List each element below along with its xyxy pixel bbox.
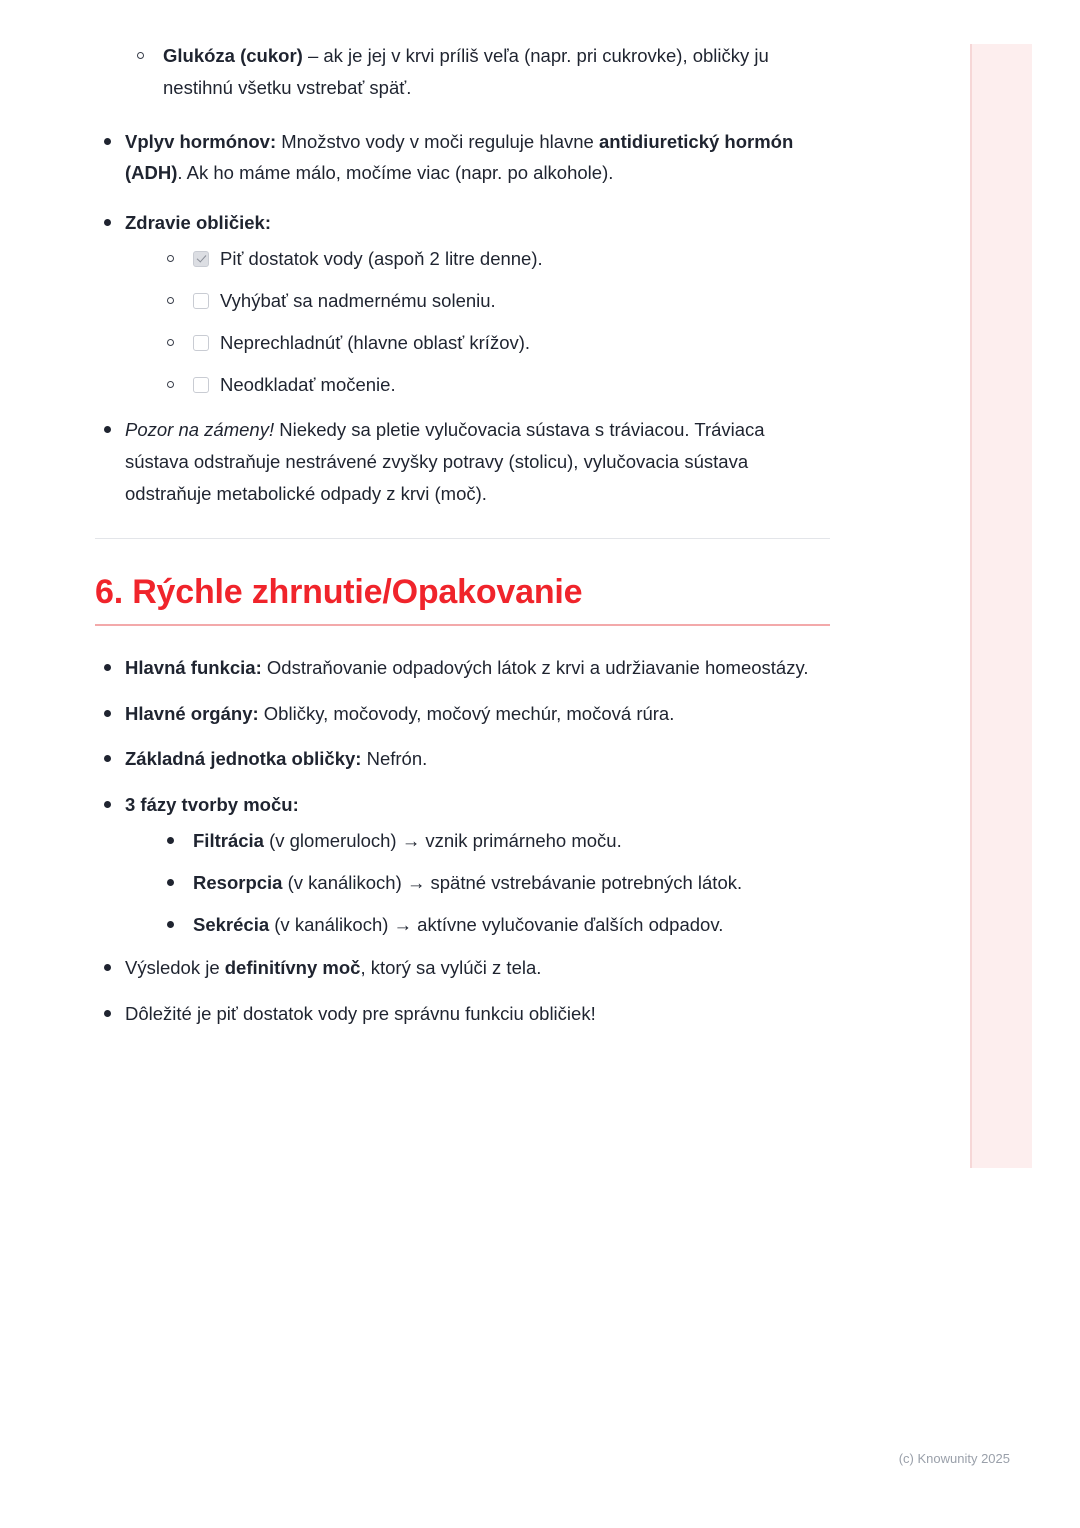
list-item-glukoza [133, 40, 830, 104]
text-pozor-italic: Pozor na zámeny! [125, 419, 275, 441]
list-item-faz-header [95, 789, 830, 940]
text-pozor: Niekedy sa pletie vylučovacia sústava s tráviacou. Tráviaca sústava odstraňuje nestrávené zvyšky potravy (stolicu), vylučovacia sústava odstraňuje metabolické odpady z krvi (moč). [125, 419, 765, 504]
section-title-rule [95, 624, 830, 626]
term-faz-header: 3 fázy tvorby moču: [125, 794, 299, 816]
checklist-item [163, 243, 830, 275]
solid-bullet-icon [167, 837, 174, 844]
hollow-bullet-icon [167, 339, 174, 346]
list-item-vysledok [95, 952, 830, 984]
document-content [95, 40, 830, 1034]
solid-bullet-icon [104, 664, 111, 671]
top-list [95, 40, 830, 510]
text-dolezite: Dôležité je piť dostatok vody pre správnu funkciu obličiek! [125, 1003, 596, 1025]
checklist-label: Vyhýbať sa nadmernému soleniu. [220, 289, 496, 311]
text-hlavne-organy: Obličky, močovody, močový mechúr, močová rúra. [258, 702, 675, 724]
checklist-item [163, 327, 830, 359]
term-zdravie: Zdravie obličiek: [125, 212, 271, 234]
faz-item [163, 825, 830, 857]
checklist-item [163, 285, 830, 317]
text-vysledok-1: Výsledok je [125, 957, 225, 979]
text-filtracia: (v glomeruloch) → vznik primárneho moču. [263, 830, 622, 851]
text-glukoza: – ak je jej v krvi príliš veľa (napr. pri cukrovke), obličky ju nestihnú všetku vstrebať späť. [163, 45, 769, 98]
section-title: 6. Rýchle zhrnutie/Opakovanie [95, 572, 583, 611]
checklist-label: Piť dostatok vody (aspoň 2 litre denne). [220, 248, 543, 270]
faz-list [125, 825, 830, 940]
section-divider [95, 538, 830, 539]
solid-bullet-icon [104, 138, 111, 145]
text-hormony-1: Množstvo vody v moči reguluje hlavne [276, 130, 599, 152]
solid-bullet-icon [104, 801, 111, 808]
solid-bullet-icon [167, 879, 174, 886]
solid-bullet-icon [104, 1010, 111, 1017]
list-item-dolezite [95, 998, 830, 1030]
text-hormony-3: . Ak ho máme málo, močíme viac (napr. po alkohole). [177, 162, 614, 184]
faz-item [163, 909, 830, 941]
text-vysledok-bold: definitívny moč [224, 957, 361, 979]
list-item-hlavna-funkcia [95, 652, 830, 684]
solid-bullet-icon [104, 964, 111, 971]
footer-copyright: (c) Knowunity 2025 [898, 1451, 1010, 1466]
term-hlavna-funkcia: Hlavná funkcia: [125, 656, 262, 678]
term-glukoza: Glukóza (cukor) [163, 45, 303, 66]
list-item-hormony [95, 126, 830, 190]
checkbox-unchecked[interactable] [193, 293, 209, 309]
checkbox-unchecked[interactable] [193, 335, 209, 351]
checklist-label: Neodkladať močenie. [220, 373, 396, 395]
list-item-pozor [95, 414, 830, 509]
checklist [125, 243, 830, 400]
solid-bullet-icon [167, 921, 174, 928]
summary-list [95, 652, 830, 1030]
checklist-item [163, 369, 830, 401]
faz-item [163, 867, 830, 899]
hollow-bullet-icon [167, 255, 174, 262]
text-vysledok-3: , ktorý sa vylúči z tela. [360, 957, 542, 979]
term-zakladna-jednotka: Základná jednotka obličky: [125, 748, 362, 770]
text-sekrecia: (v kanálikoch) → aktívne vylučovanie ďalších odpadov. [269, 913, 724, 935]
term-hormony: Vplyv hormónov: [125, 130, 277, 152]
decorative-side-strip [970, 44, 1032, 1168]
text-resorpcia: (v kanálikoch) → spätné vstrebávanie potrebných látok. [282, 871, 743, 893]
checklist-label: Neprechladnúť (hlavne oblasť krížov). [220, 331, 531, 353]
solid-bullet-icon [104, 426, 111, 433]
text-hlavna-funkcia: Odstraňovanie odpadových látok z krvi a udržiavanie homeostázy. [261, 656, 809, 678]
term-filtracia: Filtrácia [193, 830, 264, 851]
solid-bullet-icon [104, 755, 111, 762]
solid-bullet-icon [104, 710, 111, 717]
hollow-bullet-icon [167, 381, 174, 388]
text-zakladna-jednotka: Nefrón. [361, 748, 428, 770]
list-item-zakladna-jednotka [95, 743, 830, 775]
term-resorpcia: Resorpcia [193, 871, 283, 893]
text-hormony-bold: antidiuretický hormón (ADH) [125, 130, 794, 184]
solid-bullet-icon [104, 219, 111, 226]
checkbox-checked[interactable] [193, 251, 209, 267]
hollow-bullet-icon [167, 297, 174, 304]
list-item-zdravie [95, 207, 830, 400]
list-item-hlavne-organy [95, 698, 830, 730]
term-hlavne-organy: Hlavné orgány: [125, 702, 259, 724]
hollow-bullet-icon [137, 52, 144, 59]
checkbox-unchecked[interactable] [193, 377, 209, 393]
term-sekrecia: Sekrécia [193, 913, 270, 935]
